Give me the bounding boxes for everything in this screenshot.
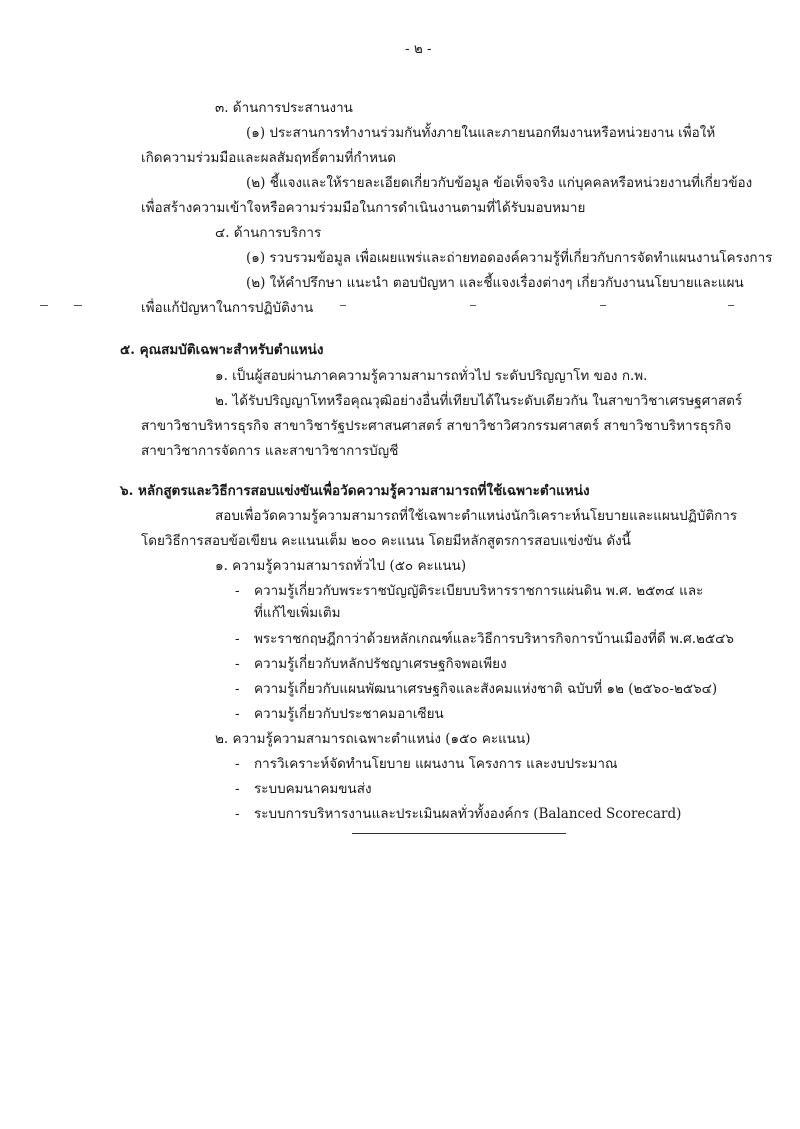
bullet: - xyxy=(235,706,240,722)
qualification-item-1: ๑. เป็นผู้สอบผ่านภาคความรู้ความสามารถทั่วไป ระดับปริญญาโท ของ ก.พ. xyxy=(215,368,648,384)
general-item: ความรู้เกี่ยวกับประชาคมอาเซียน xyxy=(254,706,444,722)
exam-intro-line-2: โดยวิธีการสอบข้อเขียน คะแนนเต็ม ๒๐๐ คะแนน โดยมีหลักสูตรการสอบแข่งขัน ดังนี้ xyxy=(141,533,631,549)
bullet: - xyxy=(235,681,240,697)
coordination-item-2-line-1: (๒) ชี้แจงและให้รายละเอียดเกี่ยวกับข้อมูล ข้อเท็จจริง แก่บุคคลหรือหน่วยงานที่เกี่ยวข้อง xyxy=(246,175,753,191)
general-item: ความรู้เกี่ยวกับพระราชบัญญัติระเบียบบริหารราชการแผ่นดิน พ.ศ. ๒๕๓๔ และ xyxy=(254,583,704,599)
scan-speck xyxy=(728,305,734,306)
bullet: - xyxy=(235,631,240,647)
specific-knowledge-heading: ๒. ความรู้ความสามารถเฉพาะตำแหน่ง (๑๕๐ คะแนน) xyxy=(215,731,531,747)
end-rule xyxy=(352,833,566,834)
section-heading-service: ๔. ด้านการบริการ xyxy=(215,225,322,241)
bullet: - xyxy=(235,756,240,772)
qualification-item-2-line-3: สาขาวิชาการจัดการ และสาขาวิชาการบัญชี xyxy=(141,443,399,459)
coordination-item-1-line-2: เกิดความร่วมมือและผลสัมฤทธิ์ตามที่กำหนด xyxy=(141,150,397,166)
specific-item: ระบบการบริหารงานและประเมินผลทั่วทั้งองค์กร (Balanced Scorecard) xyxy=(254,806,682,822)
general-item: ที่แก้ไขเพิ่มเติม xyxy=(254,605,341,621)
scan-speck xyxy=(74,305,82,306)
coordination-item-1-line-1: (๑) ประสานการทำงานร่วมกันทั้งภายในและภายนอกทีมงานหรือหน่วยงาน เพื่อให้ xyxy=(246,125,716,141)
exam-intro-line-1: สอบเพื่อวัดความรู้ความสามารถที่ใช้เฉพาะตำแหน่งนักวิเคราะห์นโยบายและแผนปฏิบัติการ xyxy=(215,508,738,524)
general-item: พระราชกฤษฎีกาว่าด้วยหลักเกณฑ์และวิธีการบริหารกิจการบ้านเมืองที่ดี พ.ศ.๒๕๔๖ xyxy=(254,631,734,647)
bullet: - xyxy=(235,583,240,599)
general-item: ความรู้เกี่ยวกับแผนพัฒนาเศรษฐกิจและสังคมแห่งชาติ ฉบับที่ ๑๒ (๒๕๖๐-๒๕๖๔) xyxy=(254,681,718,697)
bullet: - xyxy=(235,656,240,672)
general-item: ความรู้เกี่ยวกับหลักปรัชญาเศรษฐกิจพอเพียง xyxy=(254,656,507,672)
page-number: - ๒ - xyxy=(405,41,432,57)
specific-item: การวิเคราะห์จัดทำนโยบาย แผนงาน โครงการ และงบประมาณ xyxy=(254,756,618,772)
section-heading-coordination: ๓. ด้านการประสานงาน xyxy=(215,100,353,116)
coordination-item-2-line-2: เพื่อสร้างความเข้าใจหรือความร่วมมือในการดำเนินงานตามที่ได้รับมอบหมาย xyxy=(141,200,586,216)
service-item-2-line-2: เพื่อแก้ปัญหาในการปฏิบัติงาน xyxy=(141,300,314,316)
scan-speck xyxy=(600,305,606,306)
scan-speck xyxy=(340,305,346,306)
qualification-item-2-line-2: สาขาวิชาบริหารธุรกิจ สาขาวิชารัฐประศาสนศาสตร์ สาขาวิชาวิศวกรรมศาสตร์ สาขาวิชาบริหารธุรกิจ xyxy=(141,418,732,434)
section-heading-qualification: ๕. คุณสมบัติเฉพาะสำหรับตำแหน่ง xyxy=(120,342,324,358)
section-heading-exam: ๖. หลักสูตรและวิธีการสอบแข่งขันเพื่อวัดความรู้ความสามารถที่ใช้เฉพาะตำแหน่ง xyxy=(120,483,590,499)
bullet: - xyxy=(235,781,240,797)
scan-speck xyxy=(470,305,476,306)
service-item-1: (๑) รวบรวมข้อมูล เพื่อเผยแพร่และถ่ายทอดองค์ความรู้ที่เกี่ยวกับการจัดทำแผนงานโครงการ xyxy=(246,250,773,266)
specific-item: ระบบคมนาคมขนส่ง xyxy=(254,781,372,797)
bullet: - xyxy=(235,806,240,822)
general-knowledge-heading: ๑. ความรู้ความสามารถทั่วไป (๕๐ คะแนน) xyxy=(215,558,467,574)
service-item-2-line-1: (๒) ให้คำปรึกษา แนะนำ ตอบปัญหา และชี้แจงเรื่องต่างๆ เกี่ยวกับงานนโยบายและแผน xyxy=(246,275,744,291)
scan-speck xyxy=(40,305,48,306)
qualification-item-2-line-1: ๒. ได้รับปริญญาโทหรือคุณวุฒิอย่างอื่นที่เทียบได้ในระดับเดียวกัน ในสาขาวิชาเศรษฐศาสตร์ xyxy=(215,393,743,409)
